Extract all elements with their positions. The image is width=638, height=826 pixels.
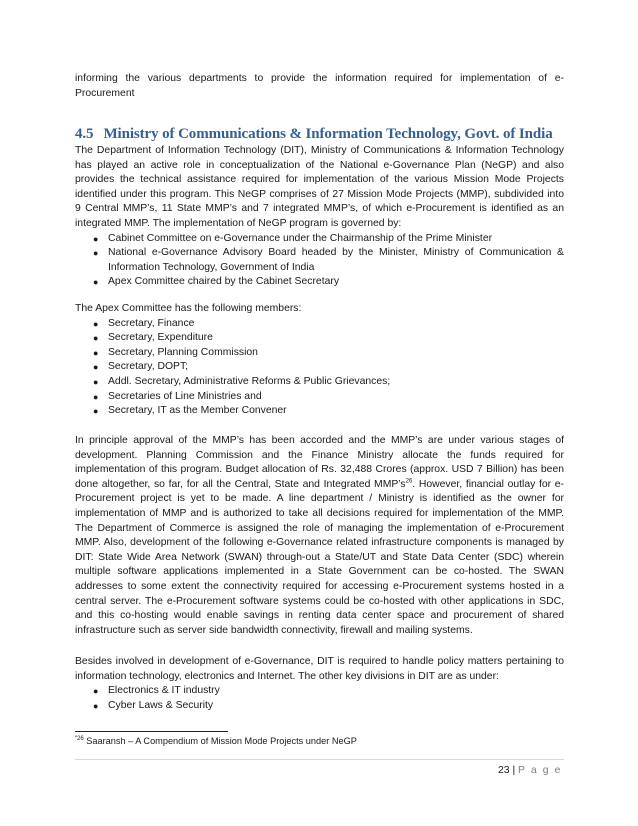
bullet-icon: ● <box>93 233 99 244</box>
apex-committee-block <box>75 302 564 419</box>
dit-divisions-paragraph: Besides involved in development of e-Governance, DIT is required to handle policy matters pertaining to information technology, electronics and Internet. The other key divisions in DIT are as under: <box>75 656 564 682</box>
footnote-text: Saaransh – A Compendium of Mission Mode Projects under NeGP <box>83 736 357 746</box>
bullet-icon: ● <box>93 347 99 358</box>
governance-list <box>75 232 564 290</box>
section-title: Ministry of Communications & Information Technology, Govt. of India <box>103 126 553 142</box>
list-item: ● Secretary, IT as the Member Convener <box>75 404 564 419</box>
list-item: ● Electronics & IT industry <box>75 684 564 699</box>
footnote-reference[interactable]: 26 <box>405 478 413 485</box>
list-item: ● Cyber Laws & Security <box>75 699 564 714</box>
list-item: ● Apex Committee chaired by the Cabinet Secretary <box>75 275 564 290</box>
footer-divider <box>75 759 564 760</box>
dit-overview-block <box>75 144 564 290</box>
bullet-icon: ● <box>93 277 99 288</box>
list-item: ● Secretary, Planning Commission <box>75 346 564 361</box>
list-item: ● National e-Governance Advisory Board headed by the Minister, Ministry of Communication & Information Technology, Government of India <box>93 247 564 273</box>
bullet-icon: ● <box>93 376 99 387</box>
list-item: ● Secretary, Expenditure <box>75 331 564 346</box>
list-item: ● Secretaries of Line Ministries and <box>75 390 564 405</box>
dit-divisions-block <box>75 655 564 713</box>
bullet-icon: ● <box>93 686 99 697</box>
footnote <box>75 735 564 748</box>
section-heading <box>75 125 564 143</box>
divisions-list <box>75 684 564 713</box>
footnote-mark: “26 <box>75 735 84 742</box>
list-item: ● Secretary, DOPT; <box>75 360 564 375</box>
intro-paragraph: informing the various departments to provide the information required for implementation of e-Procurement <box>75 73 564 99</box>
bullet-icon: ● <box>93 333 99 344</box>
apex-intro: The Apex Committee has the following members: <box>75 303 302 314</box>
list-item: ● Secretary, Finance <box>75 317 564 332</box>
bullet-icon: ● <box>93 406 99 417</box>
list-item: ● Addl. Secretary, Administrative Reforms & Public Grievances; <box>75 375 564 390</box>
bullet-icon: ● <box>93 318 99 329</box>
mmp-approval-paragraph: In principle approval of the MMP’s has been accorded and the MMP’s are under various stages of development. Planning Commission and the Finance Ministry allocate the funds required for implementation of this program. Budget allocation of Rs. 32,488 Crores (approx. USD 7 Billion) has been done altogether, so far, for all the Central, State and Integrated MMP’s$^{26}$. However, financial outlay for e-Procurement project is yet to be made. A line department / Ministry is identified as the owner for implementation of MMP and is authorized to take all decisions required for implementation of the MMP. The Department of Commerce is assigned the role of managing the implementation of e-Procurement MMP. Also, development of the following e-Governance related infrastructure components is managed by DIT: State Wide Area Network (SWAN) through-out a State/UT and State Data Center (SDC) wherein multiple software applications implemented in a State Government can be co-hosted. The SWAN addresses to some extent the connectivity required for accessing e-Procurement systems hosted in a central server. The e-Procurement software systems could be co-hosted with other applications in SDC, and this co-hosting would enable savings in renting data center space and procurement of shared infrastructure such as server side bandwidth connectivity, firewall and mailing systems. <box>75 435 565 636</box>
dit-overview-paragraph: The Department of Information Technology (DIT), Ministry of Communications & Information Technology has played an active role in conceptualization of the National e-Governance Plan (NeGP) and also provides the technical assistance required for implementation of the various Mission Mode Projects identified under this program. This NeGP comprises of 27 Mission Mode Projects (MMP), subdivided into 9 Central MMP’s, 11 State MMP’s and 7 integrated MMP’s, of which e-Procurement is identified as an integrated MMP. The implementation of NeGP program is governed by: <box>75 145 564 229</box>
bullet-icon: ● <box>93 391 99 402</box>
bullet-icon: ● <box>93 248 99 259</box>
footnote-separator <box>75 731 228 732</box>
section-number: 4.5 <box>75 126 94 142</box>
bullet-icon: ● <box>93 700 99 711</box>
page-number: 23 | P a g e <box>498 765 562 776</box>
apex-members-list <box>75 317 564 419</box>
list-item: ● Cabinet Committee on e-Governance under the Chairmanship of the Prime Minister <box>75 232 564 247</box>
bullet-icon: ● <box>93 362 99 373</box>
page-label: P a g e <box>518 765 562 776</box>
